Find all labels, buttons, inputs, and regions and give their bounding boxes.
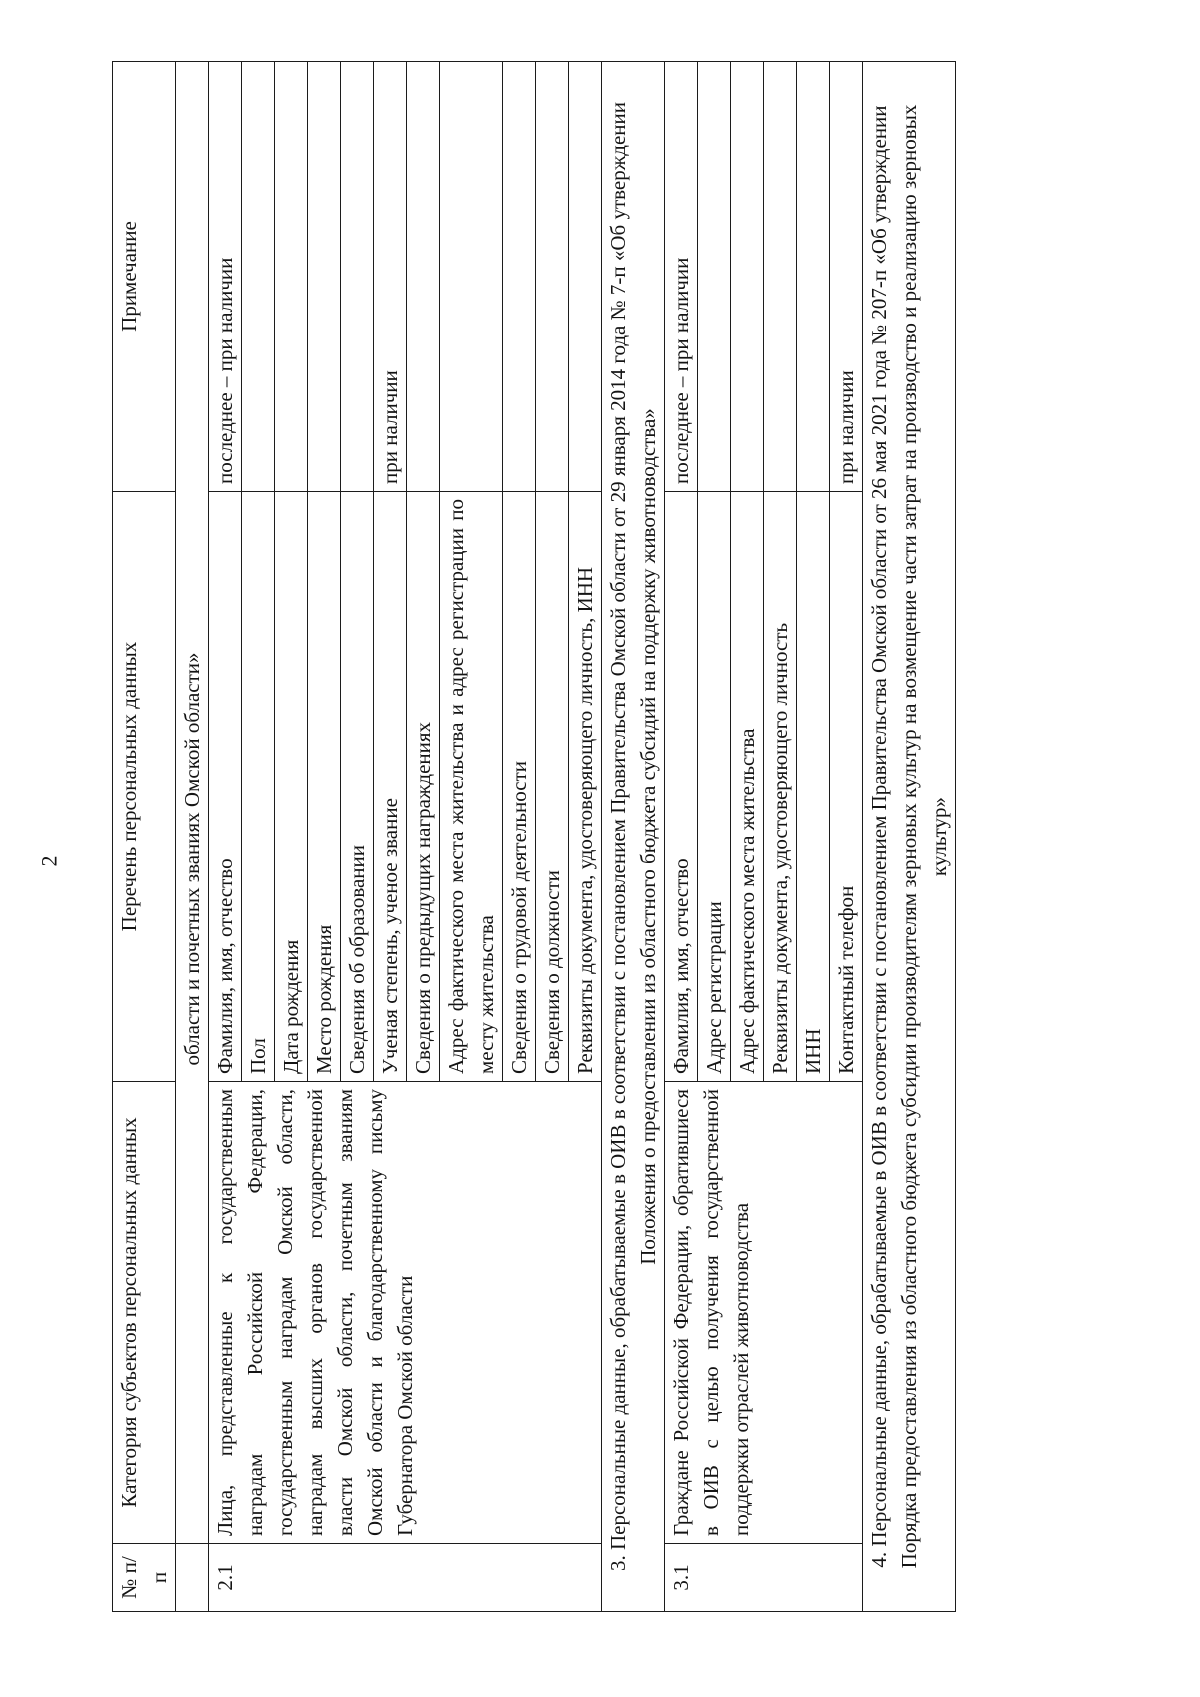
personal-data-item: Адрес регистрации (698, 492, 731, 1082)
note-cell (407, 62, 440, 492)
row-number: 3.1 (665, 1544, 863, 1612)
personal-data-item: Сведения о трудовой деятельности (503, 492, 536, 1082)
personal-data-item: Адрес фактического места жительства и адрес регистрации по месту жительства (440, 492, 503, 1082)
header-category: Категория субъектов персональных данных (113, 1082, 176, 1544)
personal-data-item: Фамилия, имя, отчество (665, 492, 698, 1082)
note-cell (797, 62, 830, 492)
note-cell: при наличии (830, 62, 863, 492)
table-header-row (113, 62, 176, 1612)
personal-data-item: Сведения об образовании (341, 492, 374, 1082)
note-cell (698, 62, 731, 492)
section-4-row (863, 62, 956, 1612)
section-4-heading: 4. Персональные данные, обрабатываемые в ОИВ в соответствии с постановлением Правительства Омской области от 26 мая 2021 года № 207-п «Об утверждении Порядка предоставления из областного бюджета субсидии производителям зерновых культур на возмещение части затрат на производство и реализацию зерновых культур» (863, 62, 956, 1612)
group-3-rows (665, 62, 863, 1612)
note-cell (569, 62, 602, 492)
personal-data-item: Реквизиты документа, удостоверяющего личность (764, 492, 797, 1082)
note-cell: последнее – при наличии (209, 62, 242, 492)
personal-data-item: Контактный телефон (830, 492, 863, 1082)
personal-data-item: Сведения о предыдущих награждениях (407, 492, 440, 1082)
row-number: 2.1 (209, 1544, 602, 1612)
note-cell (764, 62, 797, 492)
note-cell: при наличии (374, 62, 407, 492)
personal-data-item: Реквизиты документа, удостоверяющего личность, ИНН (569, 492, 602, 1082)
personal-data-item: Ученая степень, ученое звание (374, 492, 407, 1082)
group-2-rows (209, 62, 602, 1612)
note-cell (308, 62, 341, 492)
note-cell (731, 62, 764, 492)
subject-category: Граждане Российской Федерации, обратившиеся в ОИВ с целью получения государственной поддержки отраслей животноводства (665, 1082, 863, 1544)
note-cell (341, 62, 374, 492)
header-num: № п/п (113, 1544, 176, 1612)
note-cell (275, 62, 308, 492)
personal-data-item: Дата рождения (275, 492, 308, 1082)
note-cell (536, 62, 569, 492)
personal-data-item: Пол (242, 492, 275, 1082)
continuation-row (176, 62, 209, 1612)
note-cell (440, 62, 503, 492)
table-row (209, 62, 242, 1612)
section-3-row (602, 62, 665, 1612)
personal-data-item: ИНН (797, 492, 830, 1082)
section-3-heading: 3. Персональные данные, обрабатываемые в ОИВ в соответствии с постановлением Правительства Омской области от 29 января 2014 года № 7-п «Об утверждении Положения о предоставлении из областного бюджета субсидий на поддержку животноводства» (602, 62, 665, 1612)
subject-category: Лица, представленные к государственным наградам Российской Федерации, государственным наградам Омской области, наградам высших органов государственной власти Омской области, почетным званиям Омской области и благодарственному письму Губернатора Омской области (209, 1082, 602, 1544)
personal-data-item: Фамилия, имя, отчество (209, 492, 242, 1082)
page-number: 2 (36, 855, 62, 867)
header-note: Примечание (113, 62, 176, 492)
table-row (665, 62, 698, 1612)
personal-data-table (112, 61, 956, 1612)
note-cell (503, 62, 536, 492)
personal-data-item: Адрес фактического места жительства (731, 492, 764, 1082)
continuation-text: области и почетных званиях Омской области» (176, 62, 209, 1544)
rotated-page-content (112, 62, 962, 1612)
personal-data-item: Сведения о должности (536, 492, 569, 1082)
header-list: Перечень персональных данных (113, 492, 176, 1082)
note-cell: последнее – при наличии (665, 62, 698, 492)
personal-data-item: Место рождения (308, 492, 341, 1082)
note-cell (242, 62, 275, 492)
